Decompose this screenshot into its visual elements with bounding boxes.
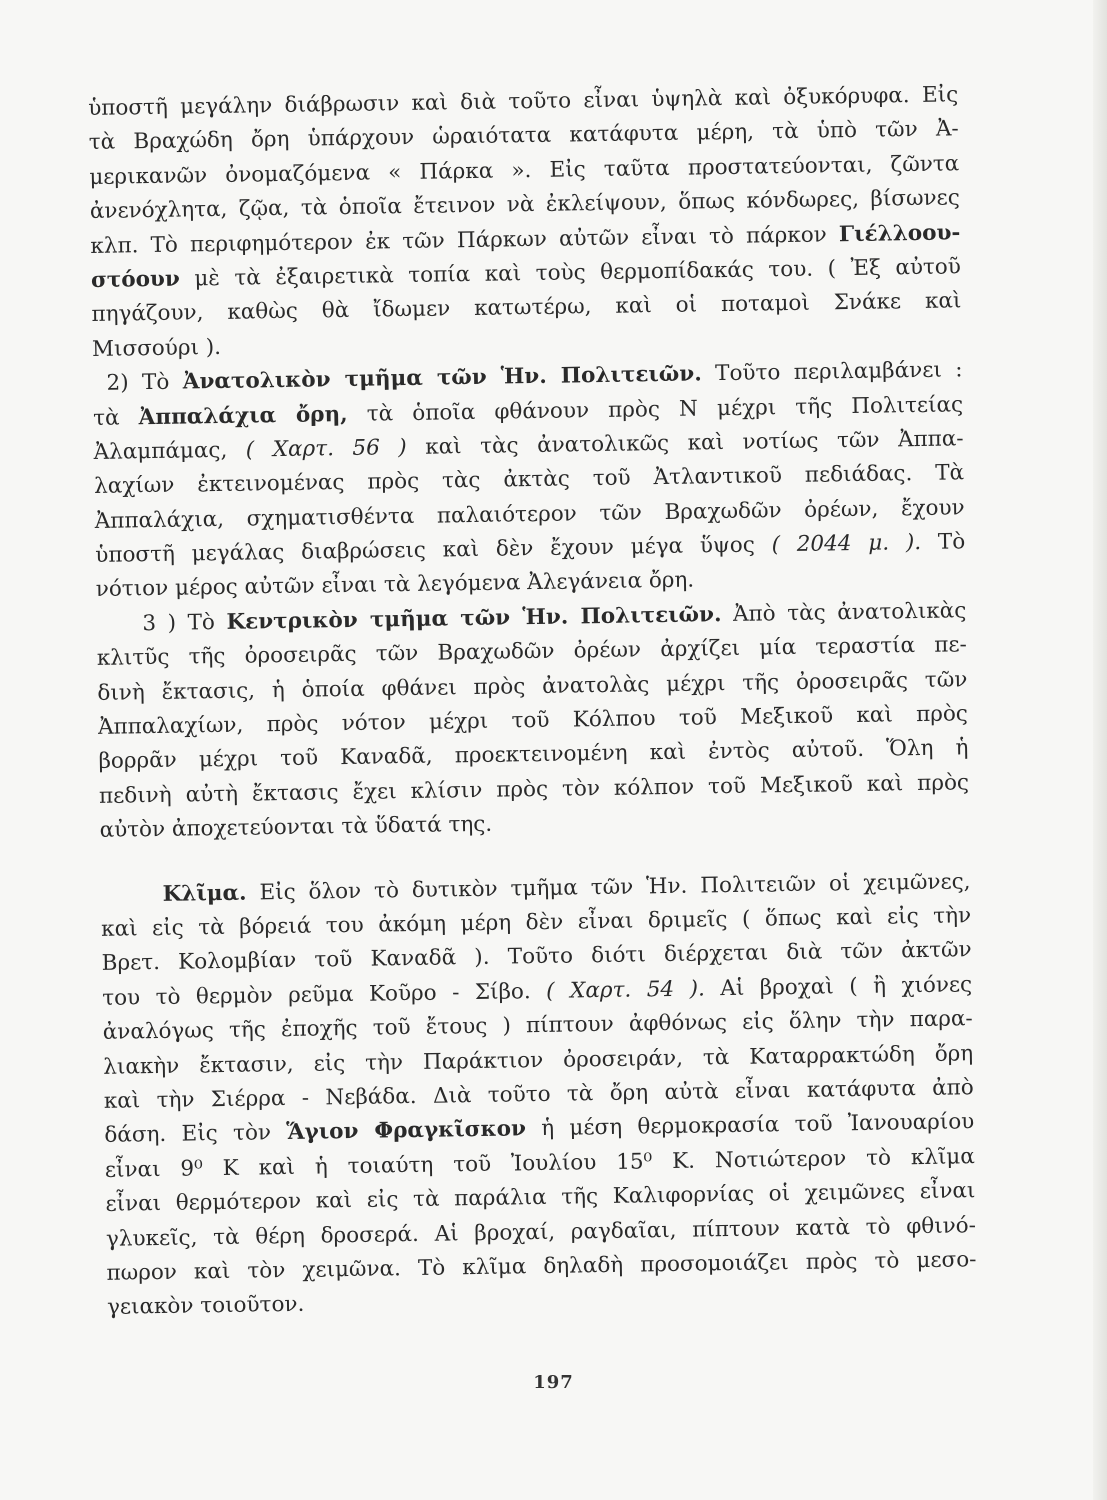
text-line: καὶ τὴν Σιέρρα - Νεβάδα. Διὰ τοῦτο τὰ ὄρη αὐτὰ εἶναι κατάφυτα ἀπὸ [103,1075,974,1114]
text-line: στόουν μὲ τὰ ἐξαιρετικὰ τοπία καὶ τοὺς θερμοπίδακάς του. ( Ἐξ αὐτοῦ [90,254,962,293]
text-line: κλιτῦς τῆς ὀροσειρᾶς τῶν Βραχωδῶν ὀρέων ἀρχίζει μία τεραστία πε- [96,632,967,672]
text-line: δινὴ ἔκτασις, ἡ ὁποία φθάνει πρὸς ἀνατολὰς μέχρι τῆς ὀροσειρᾶς τῶν [97,666,968,706]
page-edge-shadow [1093,0,1107,1500]
height-value: ( 2044 μ. ). [771,530,922,558]
map-reference: ( Χαρτ. 54 ). [545,976,706,1004]
paragraph-central-section [96,594,970,848]
map-reference: ( Χαρτ. 56 ) [245,434,407,463]
text-line: ὑποστῆ μεγάλην διάβρωσιν καὶ διὰ τοῦτο εἶναι ὑψηλὰ καὶ ὀξυκόρυφα. Εἰς [88,82,959,121]
text-line: βορρᾶν μέχρι τοῦ Καναδᾶ, προεκτεινομένη καὶ ἐντὸς αὐτοῦ. Ὅλη ἡ [98,735,969,775]
text-line: ἀναλόγως τῆς ἐποχῆς τοῦ ἔτους ) πίπτουν ἀφθόνως εἰς ὅλην τὴν παρα- [102,1006,973,1046]
text-line: ὑποστῆ μεγάλας διαβρώσεις καὶ δὲν ἔχουν μέγα ὕψος ( 2044 μ. ). Τὸ [95,529,966,569]
text-line: μερικανῶν ὀνομαζόμενα « Πάρκα ». Εἰς ταῦτα προστατεύονται, ζῶντα [89,151,960,190]
yellowstone-term: στόουν [90,266,180,293]
text-line: πεδινὴ αὐτὴ ἔκτασις ἔχει κλίσιν πρὸς τὸν κόλπον τοῦ Μεξικοῦ καὶ πρὸς [98,770,970,809]
text-line: καὶ εἰς τὰ βόρειά του ἀκόμη μέρη δὲν εἶναι δριμεῖς ( ὅπως καὶ εἰς τὴν [100,903,972,942]
text-line: τὰ Βραχώδη ὄρη ὑπάρχουν ὡραιότατα κατάφυτα μέρη, τὰ ὑπὸ τῶν Ἀ- [88,116,959,156]
paragraph-parks [88,78,962,367]
text-line: του τὸ θερμὸν ρεῦμα Κοῦρο - Σίβο. ( Χαρτ. 54 ). Αἱ βροχαὶ ( ἢ χιόνες [102,971,973,1011]
text-line: δάση. Εἰς τὸν Ἅγιον Φραγκῖσκον ἡ μέση θερμοκρασία τοῦ Ἰανουαρίου [104,1109,975,1149]
text-line: Μισσούρι ). [91,334,222,362]
text-line: αὐτὸν ἀποχετεύονται τὰ ὕδατά της. [99,811,493,844]
san-francisco-term: Ἅγιον Φραγκῖσκον [286,1116,527,1146]
page-number: 197 [533,1372,574,1393]
text-line: ἀνενόχλητα, ζῷα, τὰ ὁποῖα ἔτεινον νὰ ἐκλείψουν, ὅπως κόνδωρες, βίσωνες [89,185,960,225]
text-line: πηγάζουν, καθὼς θὰ ἴδωμεν κατωτέρω, καὶ οἱ ποταμοὶ Σνάκε καὶ [91,288,962,328]
paragraph-eastern-section [92,353,966,607]
text-line: εἶναι θερμότερον καὶ εἰς τὰ παράλια τῆς Καλιφορνίας οἱ χειμῶνες εἶναι [105,1178,976,1217]
text-line: 3 ) Τὸ Κεντρικὸν τμῆμα τῶν Ἡν. Πολιτειῶν. Ἀπὸ τὰς ἀνατολικὰς [142,598,967,637]
page-text [88,78,977,1325]
text-line: πωρον καὶ τὸν χειμῶνα. Τὸ κλῖμα δηλαδὴ προσομοιάζει πρὸς τὸ μεσο- [106,1247,977,1286]
paragraph-climate [100,865,977,1326]
text-line: γλυκεῖς, τὰ θέρη δροσερά. Αἱ βροχαί, ραγδαῖαι, πίπτουν κατὰ τὸ φθινό- [105,1212,977,1252]
text-line: Ἀλαμπάμας, ( Χαρτ. 56 ) καὶ τὰς ἀνατολικῶς καὶ νοτίως τῶν Ἀππα- [93,426,964,465]
text-line: λαχίων ἐκτεινομένας πρὸς τὰς ἀκτὰς τοῦ Ἀτλαντικοῦ πεδιάδας. Τὰ [94,460,965,500]
climate-heading: Κλῖμα. [162,880,247,907]
text-line: λιακὴν ἔκτασιν, εἰς τὴν Παράκτιον ὀροσειράν, τὰ Καταρρακτώδη ὄρη [103,1040,974,1080]
text-line: Ἀππαλαχίων, πρὸς νότον μέχρι τοῦ Κόλπου τοῦ Μεξικοῦ καὶ πρὸς [97,701,969,740]
yellowstone-term: Γιέλλοου- [838,219,961,247]
text-line: Κλῖμα. Εἰς ὅλον τὸ δυτικὸν τμῆμα τῶν Ἡν. Πολιτειῶν οἱ χειμῶνες, [162,868,971,907]
text-line: Ἀππαλάχια, σχηματισθέντα παλαιότερον τῶν Βραχωδῶν ὀρέων, ἔχουν [94,494,965,534]
text-line: 2) Τὸ Ἀνατολικὸν τμῆμα τῶν Ἡν. Πολιτειῶν. Τοῦτο περιλαμβάνει : [106,357,963,396]
section-heading: Κεντρικὸν τμῆμα τῶν Ἡν. Πολιτειῶν. [226,601,722,635]
text-line: Βρετ. Κολομβίαν τοῦ Καναδᾶ ). Τοῦτο διότι διέρχεται διὰ τῶν ἀκτῶν [101,937,972,977]
text-line: τὰ Ἀππαλάχια ὄρη, τὰ ὁποῖα φθάνουν πρὸς Ν μέχρι τῆς Πολιτείας [92,391,964,431]
text-line: νότιον μέρος αὐτῶν εἶναι τὰ λεγόμενα Ἀλεγάνεια ὄρη. [95,568,695,603]
text-line: γειακὸν τοιοῦτον. [106,1292,305,1321]
text-line: κλπ. Τὸ περιφημότερον ἐκ τῶν Πάρκων αὐτῶν εἶναι τὸ πάρκον Γιέλλοου- [90,219,961,259]
appalachian-term: Ἀππαλάχια ὄρη, [138,401,348,430]
section-heading: Ἀνατολικὸν τμῆμα τῶν Ἡν. Πολιτειῶν. [182,361,702,395]
text-line: εἶναι 9⁰ Κ καὶ ἡ τοιαύτη τοῦ Ἰουλίου 15⁰ Κ. Νοτιώτερον τὸ κλῖμα [104,1143,976,1183]
